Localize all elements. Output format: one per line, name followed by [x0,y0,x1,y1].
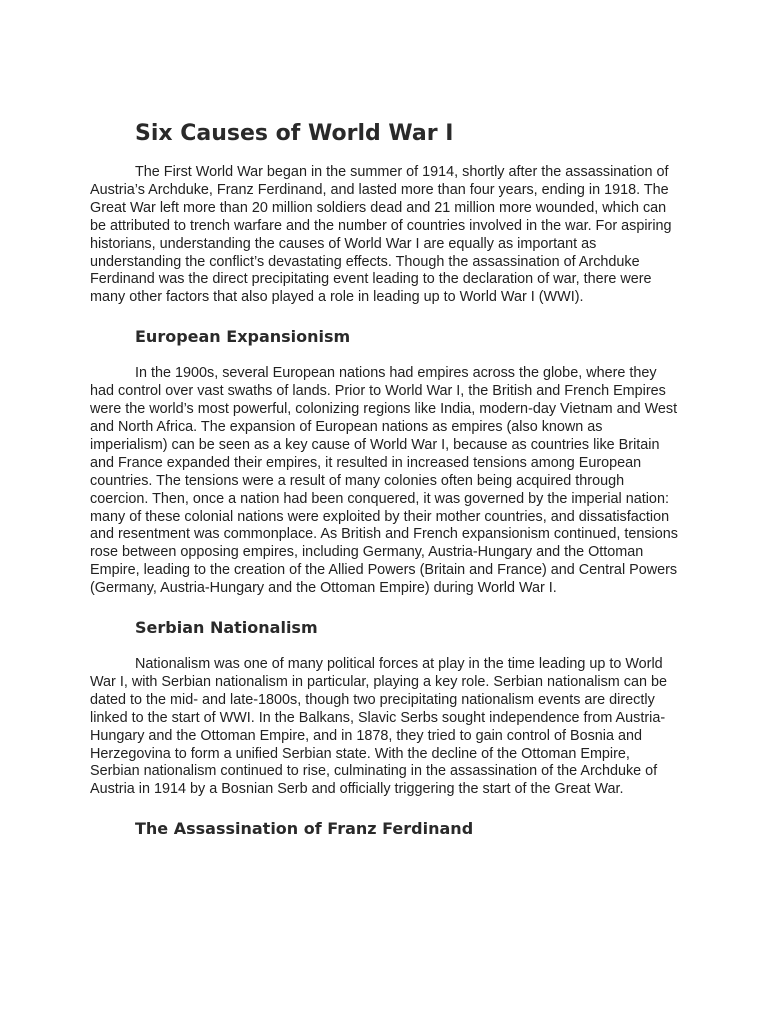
section-body-serbian-nationalism: Nationalism was one of many political forces at play in the time leading up to World War I, with Serbian nationalism in particular, playing a key role. Serbian nationalism can be dated to the mid- and late-1800s, though two precipitating nationalism events are directly linked to the start of WWI. In the Balkans, Slavic Serbs sought independence from Austria-Hungary and the Ottoman Empire, and in 1878, they tried to gain control of Bosnia and Herzegovina to form a unified Serbian state. With the decline of the Ottoman Empire, Serbian nationalism continued to rise, culminating in the assassination of the Archduke of Austria in 1914 by a Bosnian Serb and officially triggering the start of the Great War. [90,656,667,798]
document-body [90,118,682,857]
section-heading-serbian-nationalism: Serbian Nationalism [135,618,318,638]
document-title: Six Causes of World War I [135,121,454,146]
section-heading-assassination: The Assassination of Franz Ferdinand [135,819,474,839]
section-body-european-expansionism: In the 1900s, several European nations had empires across the globe, where they had control over vast swaths of lands. Prior to World War I, the British and French Empires were the world’s most powerful, colonizing regions like India, modern-day Vietnam and West and North Africa. The expansion of European nations as empires (also known as imperialism) can be seen as a key cause of World War I, because as countries like Britain and France expanded their empires, it resulted in increased tensions among European countries. The tensions were a result of many colonies often being acquired through coercion. Then, once a nation had been conquered, it was governed by the imperial nation: many of these colonial nations were exploited by their mother countries, and dissatisfaction and resentment was commonplace. As British and French expansionism continued, tensions rose between opposing empires, including Germany, Austria-Hungary and the Ottoman Empire, leading to the creation of the Allied Powers (Britain and France) and Central Powers (Germany, Austria-Hungary and the Ottoman Empire) during World War I. [90,365,678,597]
intro-paragraph: The First World War began in the summer of 1914, shortly after the assassination of Austria’s Archduke, Franz Ferdinand, and lasted more than four years, ending in 1918. The Great War left more than 20 million soldiers dead and 21 million more wounded, which can be attributed to trench warfare and the number of countries involved in the war. For aspiring historians, understanding the causes of World War I are equally as important as understanding the conflict’s devastating effects. Though the assassination of Archduke Ferdinand was the direct precipitating event leading to the declaration of war, there were many other factors that also played a role in leading up to World War I (WWI). [90,164,672,306]
section-heading-european-expansionism: European Expansionism [135,327,351,347]
